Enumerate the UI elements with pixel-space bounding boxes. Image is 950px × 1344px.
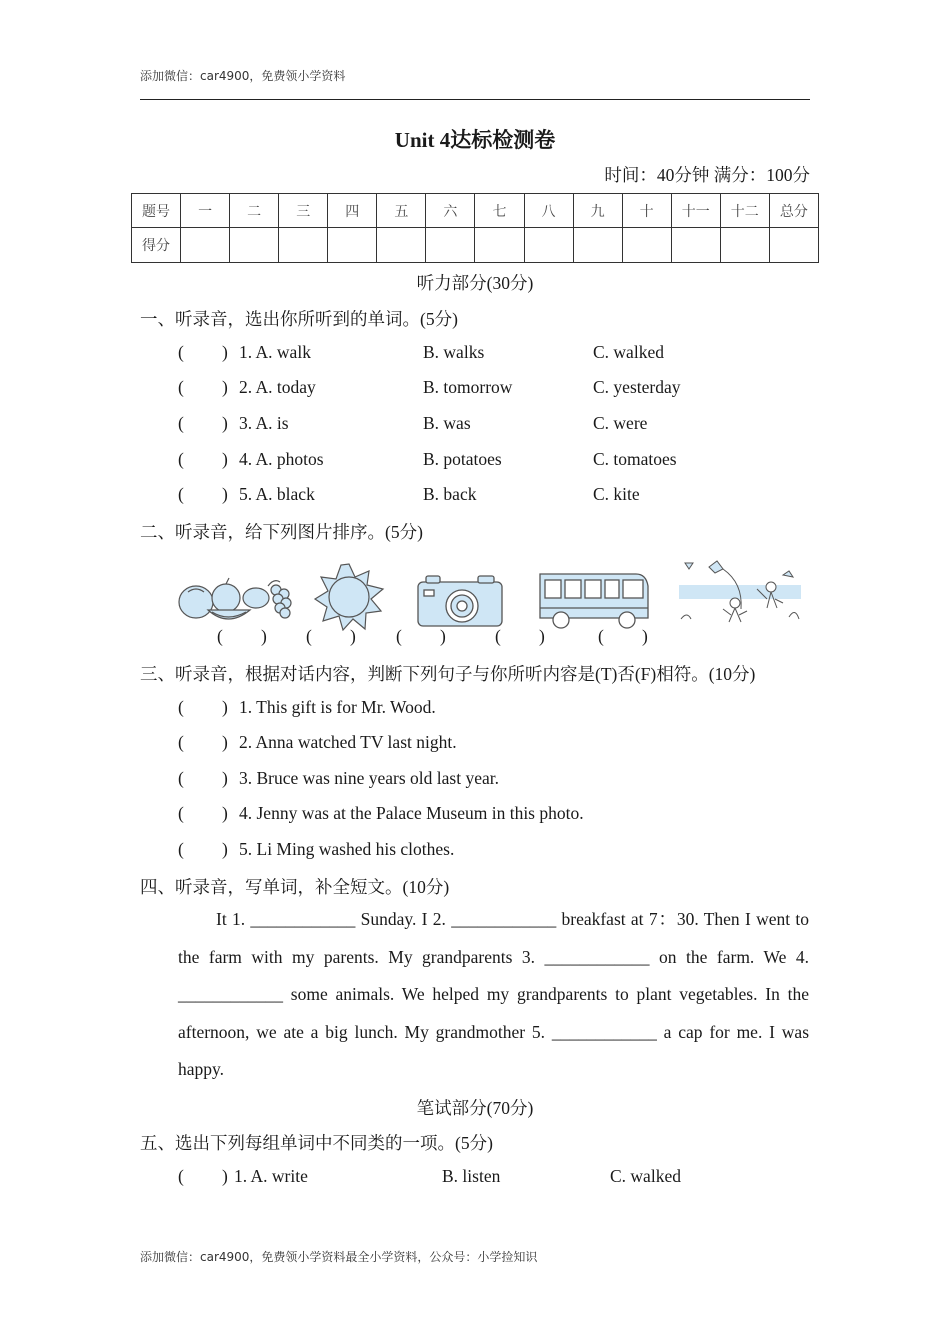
tf-statement: 2. Anna watched TV last night. xyxy=(239,732,457,752)
answer-open-paren[interactable]: ( xyxy=(178,839,184,859)
bracket-open[interactable]: ( xyxy=(495,626,501,646)
section-2-heading: 二、听录音，给下列图片排序。(5分) xyxy=(140,522,423,542)
answer-close-paren: ) xyxy=(222,413,228,433)
score-cell: 一 xyxy=(181,194,230,228)
answer-open-paren[interactable]: ( xyxy=(178,1166,184,1186)
bracket-open[interactable]: ( xyxy=(598,626,604,646)
answer-open-paren[interactable]: ( xyxy=(178,768,184,788)
tf-statement: 1. This gift is for Mr. Wood. xyxy=(239,697,436,717)
answer-open-paren[interactable]: ( xyxy=(178,377,184,397)
score-cell: 四 xyxy=(328,194,377,228)
score-cell: 总分 xyxy=(769,194,818,228)
answer-open-paren[interactable]: ( xyxy=(178,732,184,752)
score-cell: 五 xyxy=(377,194,426,228)
answer-open-paren[interactable]: ( xyxy=(178,342,184,362)
option-a: 1. A. walk xyxy=(239,342,311,362)
option-c: C. were xyxy=(593,413,648,433)
bracket-close: ) xyxy=(350,626,356,646)
listening-heading: 听力部分(30分) xyxy=(416,273,534,293)
option-b: B. potatoes xyxy=(423,449,502,469)
option-b: B. was xyxy=(423,413,471,433)
score-input-cell[interactable] xyxy=(377,228,426,263)
score-cell: 九 xyxy=(573,194,622,228)
section-5-heading: 五、选出下列每组单词中不同类的一项。(5分) xyxy=(140,1133,493,1153)
section-4-heading: 四、听录音，写单词，补全短文。(10分) xyxy=(140,877,450,897)
answer-close-paren: ) xyxy=(222,697,228,717)
score-input-cell[interactable] xyxy=(475,228,524,263)
sun-picture xyxy=(313,563,385,631)
answer-close-paren: ) xyxy=(222,839,228,859)
bracket-open[interactable]: ( xyxy=(217,626,223,646)
tf-statement: 5. Li Ming washed his clothes. xyxy=(239,839,455,859)
score-cell: 三 xyxy=(279,194,328,228)
score-table-header-row xyxy=(132,194,819,228)
score-cell: 六 xyxy=(426,194,475,228)
score-input-cell[interactable] xyxy=(230,228,279,263)
bracket-close: ) xyxy=(261,626,267,646)
answer-close-paren: ) xyxy=(222,377,228,397)
section-3-heading: 三、听录音，根据对话内容，判断下列句子与你所听内容是(T)否(F)相符。(10分) xyxy=(140,664,756,684)
score-input-cell[interactable] xyxy=(279,228,328,263)
score-table-score-row xyxy=(132,228,819,263)
score-cell: 十一 xyxy=(671,194,720,228)
written-heading: 笔试部分(70分) xyxy=(416,1098,534,1118)
answer-close-paren: ) xyxy=(222,803,228,823)
kite-flying-picture xyxy=(679,557,801,635)
score-row-label: 得分 xyxy=(132,228,181,263)
score-cell: 七 xyxy=(475,194,524,228)
score-input-cell[interactable] xyxy=(769,228,818,263)
option-c: C. kite xyxy=(593,484,640,504)
answer-open-paren[interactable]: ( xyxy=(178,803,184,823)
answer-close-paren: ) xyxy=(222,342,228,362)
answer-open-paren[interactable]: ( xyxy=(178,697,184,717)
score-input-cell[interactable] xyxy=(328,228,377,263)
bracket-open[interactable]: ( xyxy=(396,626,402,646)
score-cell: 十 xyxy=(622,194,671,228)
option-c: C. tomatoes xyxy=(593,449,677,469)
score-input-cell[interactable] xyxy=(524,228,573,263)
score-input-cell[interactable] xyxy=(622,228,671,263)
answer-close-paren: ) xyxy=(222,732,228,752)
option-b: B. tomorrow xyxy=(423,377,513,397)
footer-note: 添加微信：car4900，免费领小学资料最全小学资料，公众号：小学捡知识 xyxy=(140,1250,538,1264)
option-c: C. yesterday xyxy=(593,377,681,397)
option-a: 3. A. is xyxy=(239,413,289,433)
option-a: 5. A. black xyxy=(239,484,315,504)
fruit-picture xyxy=(178,570,294,626)
fill-in-passage[interactable]: It 1. ____________ Sunday. I 2. ____________ breakfast at 7：30. Then I went to the farm with my parents. My grandparents 3. ____________ on the farm. We 4. ____________ some animals. We helped my grandparents to plant vegetables. In the afternoon, we ate a big lunch. My grandmother 5. ____________ a cap for me. I was happy. xyxy=(178,909,809,1079)
header-note: 添加微信：car4900，免费领小学资料 xyxy=(140,69,346,83)
score-table xyxy=(131,193,819,263)
page-title: Unit 4达标检测卷 xyxy=(394,128,556,152)
option-a: 4. A. photos xyxy=(239,449,324,469)
header-rule xyxy=(140,99,810,100)
score-cell: 十二 xyxy=(720,194,769,228)
option-a: 1. A. write xyxy=(234,1166,308,1186)
option-c: C. walked xyxy=(610,1166,681,1186)
option-b: B. back xyxy=(423,484,477,504)
exam-meta: 时间：40分钟 满分：100分 xyxy=(604,165,810,185)
bus-picture xyxy=(537,568,651,630)
option-b: B. walks xyxy=(423,342,485,362)
option-c: C. walked xyxy=(593,342,664,362)
answer-close-paren: ) xyxy=(222,484,228,504)
option-a: 2. A. today xyxy=(239,377,316,397)
bracket-open[interactable]: ( xyxy=(306,626,312,646)
score-cell: 二 xyxy=(230,194,279,228)
score-input-cell[interactable] xyxy=(181,228,230,263)
bracket-close: ) xyxy=(642,626,648,646)
score-input-cell[interactable] xyxy=(671,228,720,263)
score-cell: 题号 xyxy=(132,194,181,228)
bracket-close: ) xyxy=(440,626,446,646)
answer-close-paren: ) xyxy=(222,768,228,788)
answer-open-paren[interactable]: ( xyxy=(178,449,184,469)
answer-close-paren: ) xyxy=(222,1166,228,1186)
section-1-heading: 一、听录音，选出你所听到的单词。(5分) xyxy=(140,309,458,329)
option-b: B. listen xyxy=(442,1166,501,1186)
bracket-close: ) xyxy=(539,626,545,646)
score-input-cell[interactable] xyxy=(720,228,769,263)
camera-picture xyxy=(416,572,504,628)
tf-statement: 4. Jenny was at the Palace Museum in this photo. xyxy=(239,803,584,823)
tf-statement: 3. Bruce was nine years old last year. xyxy=(239,768,499,788)
score-cell: 八 xyxy=(524,194,573,228)
answer-close-paren: ) xyxy=(222,449,228,469)
answer-open-paren[interactable]: ( xyxy=(178,484,184,504)
answer-open-paren[interactable]: ( xyxy=(178,413,184,433)
score-input-cell[interactable] xyxy=(426,228,475,263)
score-input-cell[interactable] xyxy=(573,228,622,263)
